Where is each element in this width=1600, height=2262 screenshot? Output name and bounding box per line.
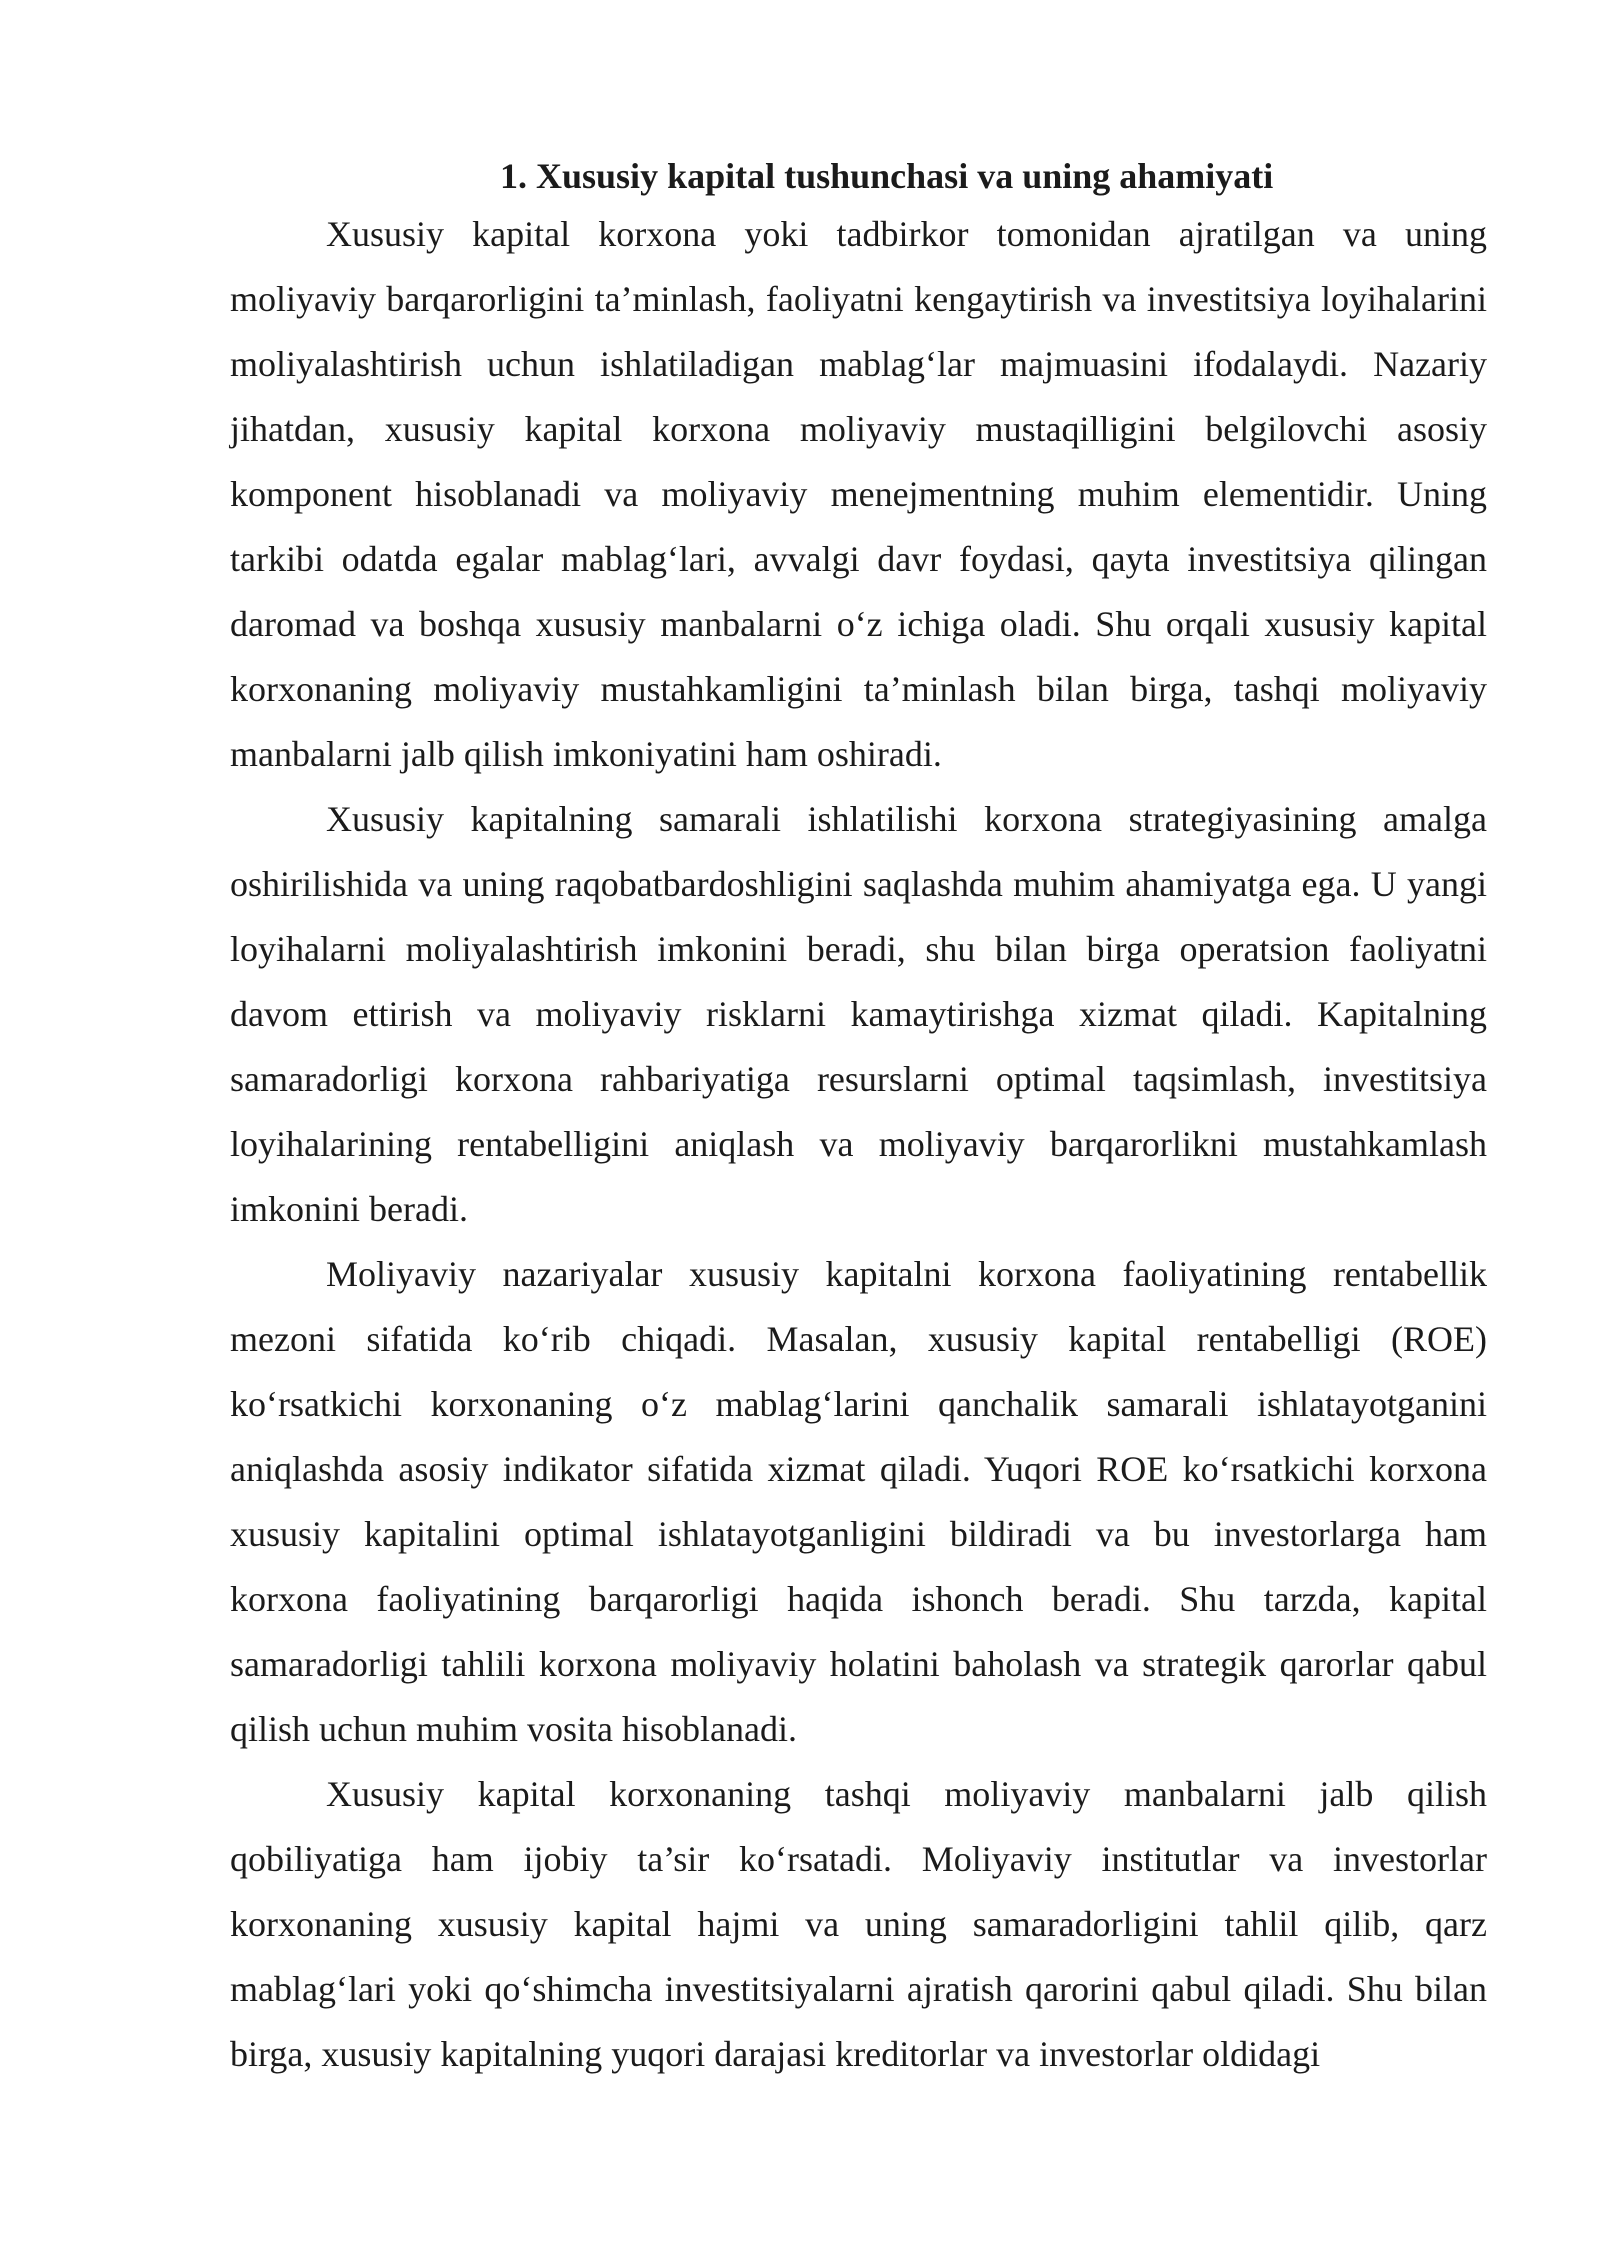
section-heading: 1. Xususiy kapital tushunchasi va uning ahamiyati <box>500 156 1274 196</box>
paragraph-1: Xususiy kapital korxona yoki tadbirkor tomonidan ajratilgan va uning moliyaviy barqarorligini ta’minlash, faoliyatni kengaytirish va investitsiya loyihalarini moliyalashtirish uchun ishlatiladigan mablag‘lar majmuasini ifodalaydi. Nazariy jihatdan, xususiy kapital korxona moliyaviy mustaqilligini belgilovchi asosiy komponent hisoblanadi va moliyaviy menejmentning muhim elementidir. Uning tarkibi odatda egalar mablag‘lari, avvalgi davr foydasi, qayta investitsiya qilingan daromad va boshqa xususiy manbalarni o‘z ichiga oladi. Shu orqali xususiy kapital korxonaning moliyaviy mustahkamligini ta’minlash bilan birga, tashqi moliyaviy manbalarni jalb qilish imkoniyatini ham oshiradi. <box>230 214 1487 774</box>
paragraph-3: Moliyaviy nazariyalar xususiy kapitalni korxona faoliyatining rentabellik mezoni sifatida ko‘rib chiqadi. Masalan, xususiy kapital rentabelligi (ROE) ko‘rsatkichi korxonaning o‘z mablag‘larini qanchalik samarali ishlatayotganini aniqlashda asosiy indikator sifatida xizmat qiladi. Yuqori ROE ko‘rsatkichi korxona xususiy kapitalini optimal ishlatayotganligini bildiradi va bu investorlarga ham korxona faoliyatining barqarorligi haqida ishonch beradi. Shu tarzda, kapital samaradorligi tahlili korxona moliyaviy holatini baholash va strategik qarorlar qabul qilish uchun muhim vosita hisoblanadi. <box>230 1254 1487 1749</box>
paragraph-4: Xususiy kapital korxonaning tashqi moliyaviy manbalarni jalb qilish qobiliyatiga ham ijobiy ta’sir ko‘rsatadi. Moliyaviy institutlar va investorlar korxonaning xususiy kapital hajmi va uning samaradorligini tahlil qilib, qarz mablag‘lari yoki qo‘shimcha investitsiyalarni ajratish qarorini qabul qiladi. Shu bilan birga, xususiy kapitalning yuqori darajasi kreditorlar va investorlar oldidagi <box>230 1774 1487 2074</box>
document-body <box>230 150 1487 2087</box>
paragraph-2: Xususiy kapitalning samarali ishlatilishi korxona strategiyasining amalga oshirilishida va uning raqobatbardoshligini saqlashda muhim ahamiyatga ega. U yangi loyihalarni moliyalashtirish imkonini beradi, shu bilan birga operatsion faoliyatni davom ettirish va moliyaviy risklarni kamaytirishga xizmat qiladi. Kapitalning samaradorligi korxona rahbariyatiga resurslarni optimal taqsimlash, investitsiya loyihalarining rentabelligini aniqlash va moliyaviy barqarorlikni mustahkamlash imkonini beradi. <box>230 799 1487 1229</box>
